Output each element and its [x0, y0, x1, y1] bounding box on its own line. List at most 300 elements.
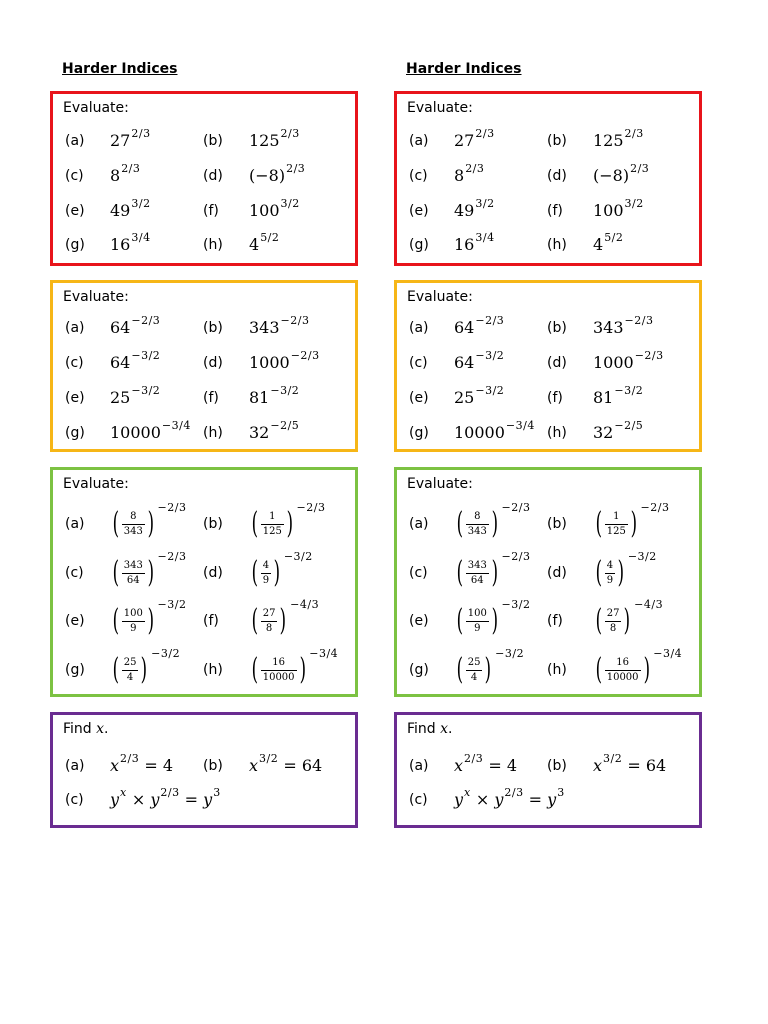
- denominator: 4: [470, 671, 478, 683]
- power-expression: [110, 127, 151, 150]
- denominator: 125: [606, 525, 626, 537]
- left-paren: (: [251, 506, 259, 541]
- question-label: (h): [547, 237, 567, 253]
- question-row: [397, 126, 699, 156]
- right-paren: ): [141, 652, 148, 687]
- base: 10000: [454, 423, 505, 442]
- exercise-box: [50, 91, 358, 266]
- power-expression: [249, 419, 300, 442]
- base: 64: [110, 318, 131, 337]
- numerator: 8: [122, 511, 145, 525]
- base: 25: [110, 388, 131, 407]
- exponent: 2/3: [624, 127, 644, 140]
- question-row: [53, 126, 355, 156]
- base: 4: [249, 235, 260, 254]
- exponent: −3/4: [505, 419, 535, 432]
- question-label: (h): [547, 425, 567, 441]
- question-row: [397, 751, 699, 781]
- fraction-power-expression: [593, 549, 657, 590]
- equals-sign: =: [523, 790, 548, 809]
- fraction-power-expression: [454, 597, 531, 638]
- fraction-power-expression: [110, 597, 187, 638]
- exponent: −2/3: [296, 500, 326, 514]
- exponent: 3/4: [131, 231, 151, 244]
- denominator: 9: [130, 622, 137, 634]
- exponent: −2/5: [614, 419, 644, 432]
- heading-end: .: [104, 721, 109, 737]
- exponent: 3/2: [475, 197, 495, 210]
- right-paren: ): [491, 506, 498, 541]
- question-label: (c): [65, 168, 84, 184]
- fraction: [605, 608, 622, 634]
- base: 100: [249, 201, 280, 220]
- power-expression: [593, 162, 650, 185]
- question-label: (b): [203, 758, 223, 774]
- power-expression: [454, 162, 485, 185]
- exponent: −4/3: [290, 597, 320, 611]
- power-expression: [110, 349, 161, 372]
- right-paren: ): [617, 555, 625, 590]
- exponent: −2/3: [157, 500, 187, 514]
- question-label: (b): [547, 758, 567, 774]
- power-expression: [110, 419, 191, 442]
- question-label: (h): [203, 237, 223, 253]
- question-label: (d): [547, 168, 567, 184]
- base: 81: [593, 388, 614, 407]
- denominator: 343: [467, 525, 487, 537]
- question-row: [53, 500, 355, 541]
- times-sign: ×: [470, 790, 495, 809]
- fraction-power-expression: [249, 646, 339, 687]
- left-paren: (: [456, 652, 464, 687]
- base: 4: [593, 235, 604, 254]
- numerator: 1: [605, 511, 628, 525]
- box-heading: Evaluate:: [63, 100, 129, 116]
- exponent: −4/3: [634, 597, 664, 611]
- fraction: [122, 511, 145, 537]
- worksheet-title: Harder Indices: [62, 61, 178, 77]
- question-row: [53, 230, 355, 260]
- exponent: −2/3: [290, 349, 320, 362]
- base: 1000: [593, 353, 634, 372]
- exponent: 2/3: [504, 786, 524, 799]
- denominator: 64: [470, 574, 484, 586]
- base: 32: [593, 423, 614, 442]
- right-paren: ): [147, 555, 154, 590]
- exponent: 2/3: [286, 162, 306, 175]
- exercise-box: [394, 467, 702, 697]
- equals-sign: =: [179, 790, 204, 809]
- variable-y: y: [110, 790, 120, 809]
- denominator: 9: [606, 574, 614, 586]
- question-row: [53, 751, 355, 781]
- left-paren: (: [456, 603, 464, 638]
- variable-y: y: [454, 790, 464, 809]
- denominator: 10000: [262, 671, 295, 683]
- numerator: 100: [122, 608, 145, 622]
- right-paren: ): [491, 555, 498, 590]
- exponent: −3/2: [131, 384, 161, 397]
- question-label: (a): [409, 758, 429, 774]
- question-label: (g): [65, 237, 85, 253]
- numerator: 100: [466, 608, 489, 622]
- exponent: −2/3: [157, 549, 187, 563]
- fraction-power-expression: [249, 500, 326, 541]
- left-paren: (: [112, 652, 120, 687]
- right-paren: ): [299, 652, 306, 687]
- base: x: [593, 756, 603, 775]
- question-label: (e): [409, 390, 429, 406]
- fraction: [605, 511, 628, 537]
- question-label: (d): [547, 565, 567, 581]
- power-expression: [249, 349, 320, 372]
- power-expression: [454, 419, 535, 442]
- exponent: 2/3: [630, 162, 650, 175]
- fraction-power-expression: [593, 646, 683, 687]
- left-paren: (: [456, 506, 464, 541]
- base: 64: [454, 318, 475, 337]
- power-expression: [454, 752, 517, 775]
- power-expression: [593, 314, 654, 337]
- power-expression: [454, 231, 495, 254]
- question-label: (c): [409, 565, 428, 581]
- power-expression: [454, 127, 495, 150]
- denominator: 343: [123, 525, 143, 537]
- question-row: [53, 383, 355, 413]
- question-label: (h): [547, 662, 567, 678]
- base: 125: [249, 131, 280, 150]
- question-row: [53, 418, 355, 448]
- fraction: [261, 511, 284, 537]
- left-paren: (: [595, 652, 603, 687]
- exponent: −3/2: [151, 646, 181, 660]
- power-expression: [593, 231, 624, 254]
- question-label: (a): [65, 516, 85, 532]
- exponent-x: x: [464, 786, 471, 799]
- base: 10000: [110, 423, 161, 442]
- base: 16: [454, 235, 475, 254]
- exponent: 2/3: [120, 752, 140, 765]
- exercise-box: [394, 91, 702, 266]
- question-row: [397, 383, 699, 413]
- question-row: [397, 785, 699, 815]
- question-label: (c): [65, 792, 84, 808]
- right-paren: ): [643, 652, 650, 687]
- equation-expression: [454, 786, 565, 809]
- power-expression: [110, 314, 161, 337]
- base: 64: [110, 353, 131, 372]
- left-paren: (: [595, 555, 603, 590]
- power-expression: [249, 127, 300, 150]
- question-label: (h): [203, 425, 223, 441]
- exponent: 2/3: [160, 786, 180, 799]
- exponent: 3: [213, 786, 221, 799]
- question-row: [53, 313, 355, 343]
- denominator: 8: [609, 622, 617, 634]
- question-label: (a): [65, 133, 85, 149]
- numerator: 25: [122, 657, 139, 671]
- variable-y: y: [150, 790, 160, 809]
- fraction: [605, 560, 615, 586]
- question-label: (e): [65, 390, 85, 406]
- worksheet-title: Harder Indices: [406, 61, 522, 77]
- power-expression: [110, 752, 173, 775]
- base: x: [454, 756, 464, 775]
- box-heading: Evaluate:: [63, 476, 129, 492]
- base: 27: [110, 131, 131, 150]
- question-label: (a): [409, 320, 429, 336]
- right-paren: ): [147, 506, 154, 541]
- denominator: 4: [126, 671, 134, 683]
- fraction-power-expression: [593, 500, 670, 541]
- variable-y: y: [547, 790, 557, 809]
- exercise-box: [50, 467, 358, 697]
- question-label: (b): [203, 133, 223, 149]
- exponent: −2/3: [624, 314, 654, 327]
- fraction-power-expression: [454, 500, 531, 541]
- denominator: 8: [265, 622, 273, 634]
- base: 16: [110, 235, 131, 254]
- base: 32: [249, 423, 270, 442]
- base: 49: [454, 201, 475, 220]
- power-expression: [110, 162, 141, 185]
- fraction-power-expression: [110, 646, 181, 687]
- exponent: −2/3: [634, 349, 664, 362]
- exponent: −3/2: [627, 549, 657, 563]
- exponent: 3/2: [603, 752, 623, 765]
- exponent: 5/2: [604, 231, 624, 244]
- base: 343: [249, 318, 280, 337]
- question-label: (a): [65, 320, 85, 336]
- question-label: (d): [547, 355, 567, 371]
- exercise-box: [394, 280, 702, 452]
- variable-y: y: [494, 790, 504, 809]
- denominator: 64: [126, 574, 140, 586]
- question-row: [397, 161, 699, 191]
- box-heading: Evaluate:: [407, 289, 473, 305]
- question-label: (e): [409, 613, 429, 629]
- question-label: (a): [409, 133, 429, 149]
- numerator: 343: [122, 560, 145, 574]
- exponent: −3/2: [131, 349, 161, 362]
- question-label: (b): [547, 133, 567, 149]
- base: 100: [593, 201, 624, 220]
- numerator: 27: [605, 608, 622, 622]
- base: 81: [249, 388, 270, 407]
- right-paren: ): [286, 506, 293, 541]
- right-paren: ): [280, 603, 287, 638]
- question-row: [397, 646, 699, 687]
- fraction-power-expression: [110, 549, 187, 590]
- question-label: (f): [547, 203, 563, 219]
- question-label: (f): [547, 613, 563, 629]
- power-expression: [249, 314, 310, 337]
- fraction-power-expression: [454, 549, 531, 590]
- question-label: (g): [65, 662, 85, 678]
- left-paren: (: [251, 555, 259, 590]
- denominator: 9: [474, 622, 481, 634]
- equation-rhs: = 64: [622, 756, 667, 775]
- heading-variable: x: [440, 721, 449, 737]
- left-paren: (: [112, 506, 120, 541]
- exponent: 3: [557, 786, 565, 799]
- question-label: (c): [409, 168, 428, 184]
- exponent: 3/2: [259, 752, 279, 765]
- question-label: (f): [203, 203, 219, 219]
- exponent: 2/3: [121, 162, 141, 175]
- exponent: −2/3: [501, 549, 531, 563]
- exponent: −3/4: [161, 419, 191, 432]
- question-row: [53, 785, 355, 815]
- exponent: 2/3: [475, 127, 495, 140]
- base: x: [110, 756, 120, 775]
- base: 49: [110, 201, 131, 220]
- fraction: [122, 560, 145, 586]
- left-paren: (: [251, 603, 259, 638]
- power-expression: [110, 384, 161, 407]
- base: 64: [454, 353, 475, 372]
- fraction-power-expression: [454, 646, 525, 687]
- left-paren: (: [112, 555, 120, 590]
- exponent: −3/2: [475, 384, 505, 397]
- question-row: [53, 348, 355, 378]
- question-label: (f): [547, 390, 563, 406]
- question-row: [397, 196, 699, 226]
- base: (−8): [249, 166, 286, 185]
- denominator: 9: [262, 574, 270, 586]
- question-row: [53, 196, 355, 226]
- base: 343: [593, 318, 624, 337]
- question-row: [397, 597, 699, 638]
- exponent: −2/3: [475, 314, 505, 327]
- fraction-power-expression: [593, 597, 664, 638]
- numerator: 4: [261, 560, 271, 574]
- base: 27: [454, 131, 475, 150]
- numerator: 4: [605, 560, 615, 574]
- question-label: (a): [65, 758, 85, 774]
- fraction: [466, 511, 489, 537]
- box-heading: [407, 721, 453, 737]
- question-label: (c): [409, 355, 428, 371]
- heading-end: .: [448, 721, 453, 737]
- power-expression: [593, 127, 644, 150]
- base: 125: [593, 131, 624, 150]
- exponent: −2/3: [131, 314, 161, 327]
- exponent: −3/2: [283, 549, 313, 563]
- heading-variable: x: [96, 721, 105, 737]
- exponent: 2/3: [131, 127, 151, 140]
- power-expression: [110, 197, 151, 220]
- power-expression: [593, 419, 644, 442]
- power-expression: [249, 197, 300, 220]
- question-label: (g): [65, 425, 85, 441]
- exponent: −3/4: [309, 646, 339, 660]
- exponent: −3/2: [614, 384, 644, 397]
- power-expression: [454, 349, 505, 372]
- right-paren: ): [273, 555, 281, 590]
- question-label: (f): [203, 390, 219, 406]
- question-label: (e): [65, 613, 85, 629]
- power-expression: [249, 162, 306, 185]
- left-paren: (: [251, 652, 259, 687]
- question-row: [397, 348, 699, 378]
- fraction: [466, 657, 483, 683]
- power-expression: [593, 197, 644, 220]
- power-expression: [249, 231, 280, 254]
- exponent: −3/2: [475, 349, 505, 362]
- heading-text: Find: [63, 721, 97, 737]
- question-label: (c): [409, 792, 428, 808]
- exponent: 3/2: [280, 197, 300, 210]
- question-label: (b): [203, 320, 223, 336]
- fraction-power-expression: [110, 500, 187, 541]
- exponent: −3/2: [495, 646, 525, 660]
- fraction: [122, 657, 139, 683]
- question-label: (a): [409, 516, 429, 532]
- question-label: (h): [203, 662, 223, 678]
- fraction: [605, 657, 641, 683]
- question-row: [397, 549, 699, 590]
- power-expression: [593, 349, 664, 372]
- exponent: 3/2: [131, 197, 151, 210]
- question-row: [397, 418, 699, 448]
- right-paren: ): [624, 603, 631, 638]
- denominator: 125: [262, 525, 282, 537]
- right-paren: ): [147, 603, 154, 638]
- question-row: [397, 230, 699, 260]
- exercise-box: [394, 712, 702, 828]
- right-paren: ): [630, 506, 637, 541]
- exponent: −2/3: [640, 500, 670, 514]
- exponent-x: x: [120, 786, 127, 799]
- question-label: (d): [203, 355, 223, 371]
- exponent: −2/3: [501, 500, 531, 514]
- base: x: [249, 756, 259, 775]
- denominator: 10000: [606, 671, 639, 683]
- question-row: [397, 313, 699, 343]
- exponent: −3/4: [653, 646, 683, 660]
- question-label: (g): [409, 662, 429, 678]
- numerator: 16: [261, 657, 297, 671]
- numerator: 343: [466, 560, 489, 574]
- exercise-box: [50, 280, 358, 452]
- power-expression: [593, 384, 644, 407]
- numerator: 25: [466, 657, 483, 671]
- exponent: −2/3: [280, 314, 310, 327]
- question-label: (c): [65, 355, 84, 371]
- power-expression: [249, 752, 323, 775]
- numerator: 16: [605, 657, 641, 671]
- question-label: (g): [409, 237, 429, 253]
- base: (−8): [593, 166, 630, 185]
- exponent: −3/2: [270, 384, 300, 397]
- equation-expression: [110, 786, 221, 809]
- exponent: 5/2: [260, 231, 280, 244]
- fraction: [261, 657, 297, 683]
- base: 1000: [249, 353, 290, 372]
- power-expression: [110, 231, 151, 254]
- question-label: (e): [65, 203, 85, 219]
- question-label: (b): [547, 320, 567, 336]
- question-label: (d): [203, 565, 223, 581]
- fraction-power-expression: [249, 549, 313, 590]
- power-expression: [454, 197, 495, 220]
- variable-y: y: [203, 790, 213, 809]
- power-expression: [454, 314, 505, 337]
- exponent: −3/2: [501, 597, 531, 611]
- power-expression: [593, 752, 667, 775]
- exercise-box: [50, 712, 358, 828]
